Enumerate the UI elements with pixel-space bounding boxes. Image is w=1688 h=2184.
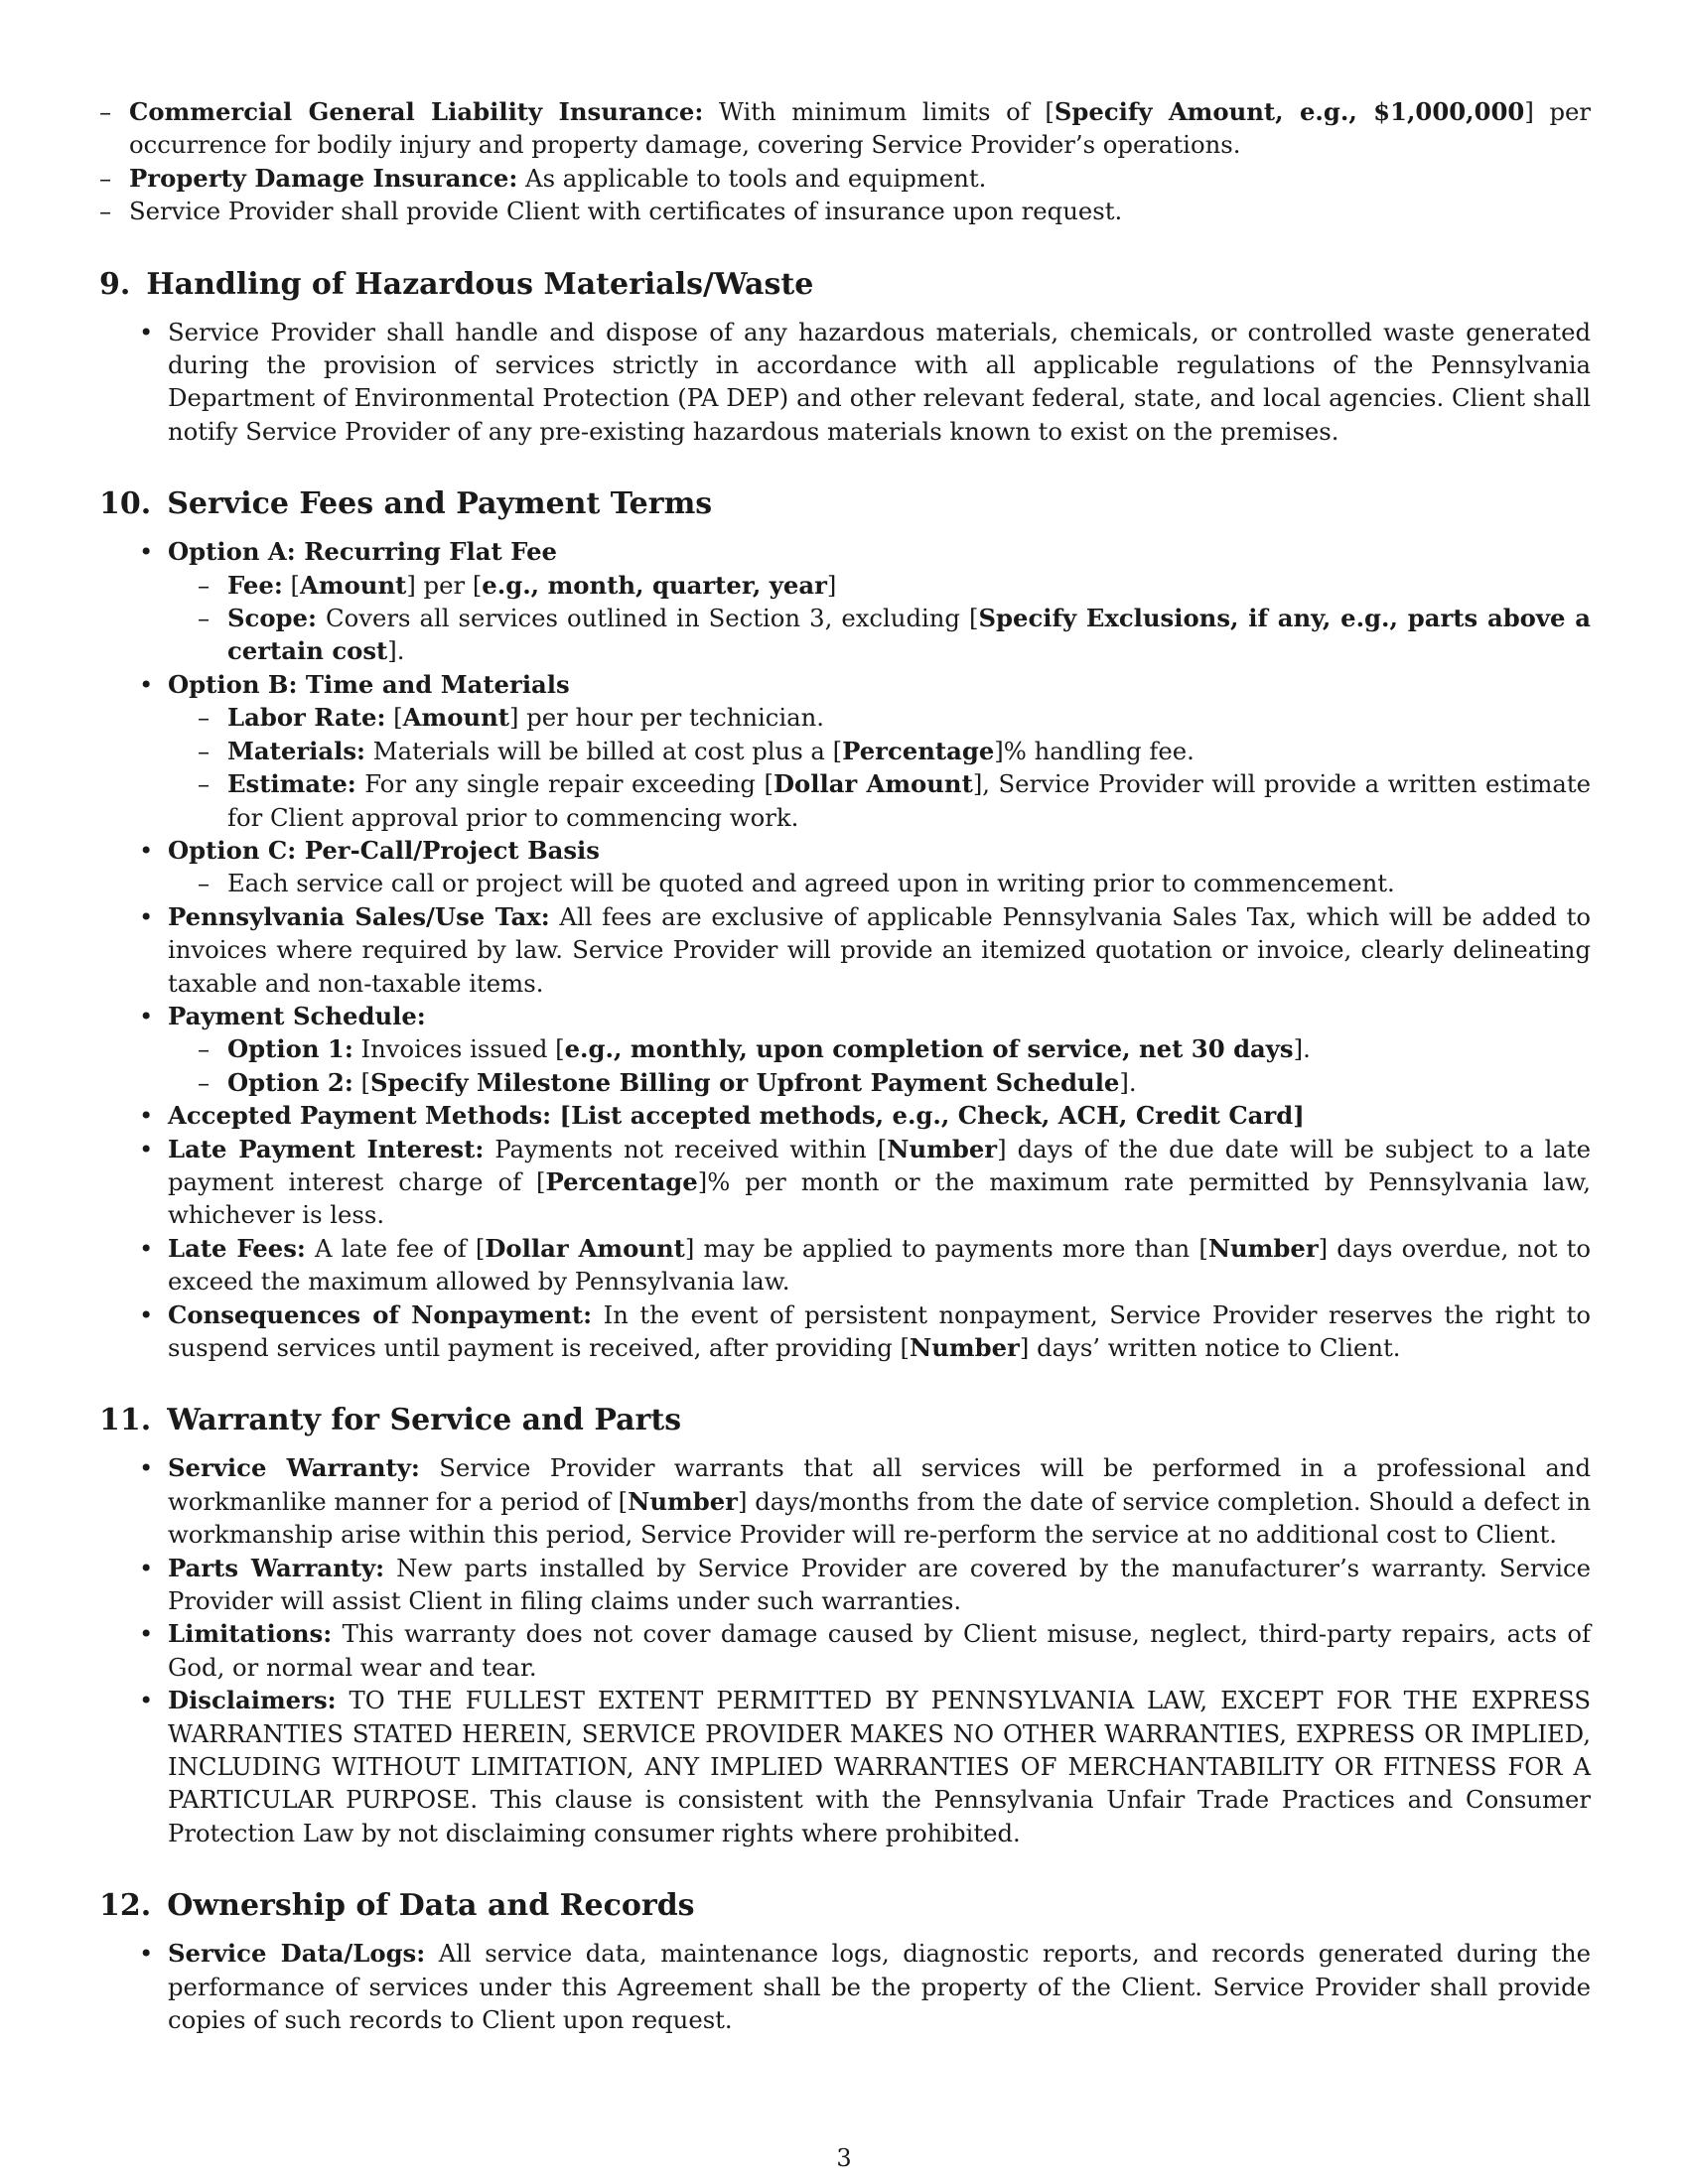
- section-9: [99, 266, 1591, 449]
- sub-list: [198, 701, 1591, 834]
- list-item: – Materials: Materials will be billed at cost plus a [Percentage]% handling fee.: [198, 735, 1591, 767]
- list-item: • Service Data/Logs: All service data, maintenance logs, diagnostic reports, and records generated during the performance of services under this Agreement shall be the property of the Client. Service Provider shall provide copies of such records to Client upon request.: [99, 1937, 1591, 2036]
- list-item: – Option 1: Invoices issued [e.g., monthly, upon completion of service, net 30 days].: [198, 1032, 1591, 1065]
- list-item: • Service Provider shall handle and dispose of any hazardous materials, chemicals, or controlled waste generated during the provision of services strictly in accordance with all applicable regulations of the Pennsylvania Department of Environmental Protection (PA DEP) and other relevant federal, state, and local agencies. Client shall notify Service Provider of any pre-existing hazardous materials known to exist on the premises.: [99, 316, 1591, 449]
- list-item: – Estimate: For any single repair exceeding [Dollar Amount], Service Provider will provide a written estimate for Client approval prior to commencing work.: [198, 767, 1591, 834]
- list-item: • Consequences of Nonpayment: In the event of persistent nonpayment, Service Provider reserves the right to suspend services until payment is received, after providing [Number] days’ written notice to Client.: [99, 1298, 1591, 1365]
- list-item: – Service Provider shall provide Client with certificates of insurance upon request.: [99, 195, 1591, 227]
- list-item: • Payment Schedule: – Option 1: Invoices issued [e.g., monthly, upon completion of service, net 30 days]. – Option 2: [Specify Milestone Billing or Upfront Payment Schedule].: [99, 1000, 1591, 1099]
- list-item: • Parts Warranty: New parts installed by Service Provider are covered by the manufacturer’s warranty. Service Provider will assist Client in filing claims under such warranties.: [99, 1552, 1591, 1618]
- list-item: – Commercial General Liability Insurance: With minimum limits of [Specify Amount, e.g., $1,000,000] per occurrence for bodily injury and property damage, covering Service Provider’s operations.: [99, 95, 1591, 162]
- insurance-list: [99, 95, 1591, 228]
- list-item: • Limitations: This warranty does not cover damage caused by Client misuse, neglect, third-party repairs, acts of God, or normal wear and tear.: [99, 1617, 1591, 1684]
- list-item: – Option 2: [Specify Milestone Billing or Upfront Payment Schedule].: [198, 1066, 1591, 1099]
- list-item: – Labor Rate: [Amount] per hour per technician.: [198, 701, 1591, 734]
- section-12: [99, 1887, 1591, 2036]
- sub-list: [198, 569, 1591, 668]
- bullet-list: [99, 1937, 1591, 2036]
- section-heading: 11. Warranty for Service and Parts: [99, 1403, 682, 1438]
- list-item: – Property Damage Insurance: As applicable to tools and equipment.: [99, 162, 1591, 195]
- list-item: – Each service call or project will be quoted and agreed upon in writing prior to commencement.: [198, 867, 1591, 899]
- list-item: • Service Warranty: Service Provider warrants that all services will be performed in a professional and workmanlike manner for a period of [Number] days/months from the date of service completion. Should a defect in workmanship arise within this period, Service Provider will re-perform the service at no additional cost to Client.: [99, 1451, 1591, 1551]
- list-item: – Scope: Covers all services outlined in Section 3, excluding [Specify Exclusions, if any, e.g., parts above a certain cost].: [198, 602, 1591, 668]
- sub-list: [198, 1032, 1591, 1099]
- list-item: • Pennsylvania Sales/Use Tax: All fees are exclusive of applicable Pennsylvania Sales Tax, which will be added to invoices where required by law. Service Provider will provide an itemized quotation or invoice, clearly delineating taxable and non-taxable items.: [99, 900, 1591, 1000]
- sub-list: [198, 867, 1591, 899]
- document-page: [99, 95, 1591, 2037]
- list-item: • Late Payment Interest: Payments not received within [Number] days of the due date will be subject to a late payment interest charge of [Percentage]% per month or the maximum rate permitted by Pennsylvania law, whichever is less.: [99, 1133, 1591, 1232]
- list-item: • Option A: Recurring Flat Fee – Fee: [Amount] per [e.g., month, quarter, year] – Scope: Covers all services outlined in Section 3, excluding [Specify Exclusions, if any, e.g., parts above a certain cost].: [99, 535, 1591, 668]
- section-10: [99, 485, 1591, 1364]
- list-item: • Option B: Time and Materials – Labor Rate: [Amount] per hour per technician. – Materials: Materials will be billed at cost plus a [Percentage]% handling fee. – Estimate: For any single repair exceeding [Dollar Amount], Service Provider will provide a written estimate for Client approval prior to commencing work.: [99, 668, 1591, 834]
- list-item: – Fee: [Amount] per [e.g., month, quarter, year]: [198, 569, 1591, 602]
- list-item: • Late Fees: A late fee of [Dollar Amount] may be applied to payments more than [Number] days overdue, not to exceed the maximum allowed by Pennsylvania law.: [99, 1232, 1591, 1298]
- section-heading: 9. Handling of Hazardous Materials/Waste: [99, 266, 814, 302]
- section-heading: 12. Ownership of Data and Records: [99, 1888, 695, 1924]
- bullet-list: [99, 535, 1591, 1364]
- list-item: • Option C: Per-Call/Project Basis – Each service call or project will be quoted and agreed upon in writing prior to commencement.: [99, 834, 1591, 900]
- section-11: [99, 1402, 1591, 1849]
- list-item: • Accepted Payment Methods: [List accepted methods, e.g., Check, ACH, Credit Card]: [99, 1099, 1591, 1132]
- section-heading: 10. Service Fees and Payment Terms: [99, 486, 713, 522]
- page-number: 3: [836, 2144, 852, 2172]
- bullet-list: [99, 316, 1591, 449]
- bullet-list: [99, 1451, 1591, 1849]
- list-item: • Disclaimers: TO THE FULLEST EXTENT PERMITTED BY PENNSYLVANIA LAW, EXCEPT FOR THE EXPRESS WARRANTIES STATED HEREIN, SERVICE PROVIDER MAKES NO OTHER WARRANTIES, EXPRESS OR IMPLIED, INCLUDING WITHOUT LIMITATION, ANY IMPLIED WARRANTIES OF MERCHANTABILITY OR FITNESS FOR A PARTICULAR PURPOSE. This clause is consistent with the Pennsylvania Unfair Trade Practices and Consumer Protection Law by not disclaiming consumer rights where prohibited.: [99, 1684, 1591, 1849]
